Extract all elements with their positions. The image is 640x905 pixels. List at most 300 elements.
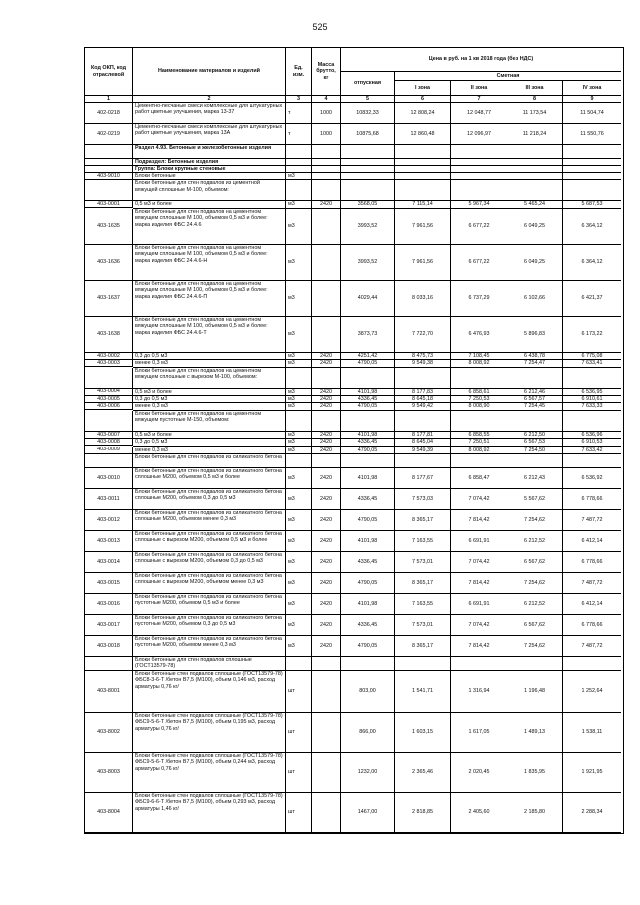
row-price-zone2 <box>451 411 507 432</box>
row-price-zone1: 8 645,18 <box>395 396 451 403</box>
row-mass: 1000 <box>312 103 341 124</box>
row-mass: 2420 <box>312 552 341 573</box>
section-empty-cell <box>451 145 507 159</box>
row-unit: м3 <box>286 245 312 281</box>
row-code: 403-0003 <box>85 360 133 367</box>
row-price-zone1: 9 549,38 <box>395 360 451 367</box>
row-name: 0,3 до 0,5 м3 <box>133 396 286 403</box>
row-mass: 2420 <box>312 432 341 439</box>
header-estimate: Сметная <box>395 72 621 81</box>
row-price-zone4: 6 910,61 <box>563 396 621 403</box>
row-price-release: 4790,05 <box>341 510 395 531</box>
row-code <box>85 368 133 389</box>
column-number: 9 <box>563 96 621 103</box>
section-code-cell <box>85 166 133 173</box>
row-unit: м3 <box>286 403 312 410</box>
section-empty-cell <box>507 159 563 166</box>
section-empty-cell <box>395 159 451 166</box>
row-name: Блоки бетонные для стен подвалов из силикатного бетона сплошные с вырезом М200, объемом 0,3 до 0,5 м3 <box>133 552 286 573</box>
row-price-release: 866,00 <box>341 713 395 753</box>
section-heading: Подраздел: Бетонные изделия <box>133 159 286 166</box>
row-name: 0,5 м3 и более <box>133 432 286 439</box>
row-mass: 2420 <box>312 396 341 403</box>
row-name: Блоки бетонные для стен подвалов из силикатного бетона пустотные М200, объемом 0,3 до 0,5 м3 <box>133 615 286 636</box>
row-price-zone2: 2 020,45 <box>451 753 507 793</box>
section-empty-cell <box>341 145 395 159</box>
section-empty-cell <box>395 145 451 159</box>
row-name: Блоки бетонные стен подвалов сплошные (ГОСТ13579-78) ФБС9-5-6-Т /бетон В7,5 (М100), объем 0,244 м3, расход арматуры 0,76 кг/ <box>133 753 286 793</box>
row-unit <box>286 454 312 468</box>
row-price-zone2: 7 108,45 <box>451 353 507 360</box>
row-price-zone4: 1 538,11 <box>563 713 621 753</box>
section-empty-cell <box>451 159 507 166</box>
row-unit <box>286 368 312 389</box>
row-price-zone4: 6 364,12 <box>563 245 621 281</box>
header-unit: Ед. изм. <box>286 48 312 96</box>
row-code <box>85 454 133 468</box>
header-release: отпускная <box>341 72 395 96</box>
row-price-release <box>341 657 395 671</box>
row-price-zone1: 8 177,67 <box>395 468 451 489</box>
row-price-zone3: 6 212,52 <box>507 531 563 552</box>
section-code-cell <box>85 145 133 159</box>
row-mass <box>312 180 341 201</box>
row-name: 0,3 до 0,5 м3 <box>133 353 286 360</box>
row-price-zone3: 2 185,80 <box>507 793 563 833</box>
row-code: 403-0014 <box>85 552 133 573</box>
row-name: Блоки бетонные для стен подвалов сплошные (ГОСТ13579-78) <box>133 657 286 671</box>
row-name: Блоки бетонные для стен подвалов из силикатного бетона сплошные с вырезом М200, объемом менее 0,3 м3 <box>133 573 286 594</box>
row-price-release: 1467,00 <box>341 793 395 833</box>
row-unit: м3 <box>286 439 312 446</box>
row-price-release <box>341 368 395 389</box>
row-price-zone3: 7 254,45 <box>507 403 563 410</box>
row-price-zone4: 6 421,37 <box>563 281 621 317</box>
row-name: Блоки бетонные для стен подвалов на цементном вяжущем сплошные М 100, объемом 0,5 м3 и более: марка изделия ФБС 24.4.6-П <box>133 281 286 317</box>
row-price-zone4: 11 504,74 <box>563 103 621 124</box>
row-mass: 2420 <box>312 573 341 594</box>
row-price-zone3: 6 049,25 <box>507 245 563 281</box>
row-mass: 2420 <box>312 201 341 208</box>
row-price-zone4: 6 173,22 <box>563 317 621 353</box>
row-price-zone1 <box>395 173 451 180</box>
row-unit: м3 <box>286 201 312 208</box>
row-price-zone4: 1 252,64 <box>563 671 621 713</box>
row-price-release: 10832,33 <box>341 103 395 124</box>
row-price-zone4: 6 910,53 <box>563 439 621 446</box>
column-number: 8 <box>507 96 563 103</box>
row-price-zone1: 8 177,81 <box>395 432 451 439</box>
row-price-zone3: 6 438,78 <box>507 353 563 360</box>
row-price-release: 4790,05 <box>341 360 395 367</box>
row-code: 403-1636 <box>85 245 133 281</box>
row-price-zone4: 6 775,08 <box>563 353 621 360</box>
row-unit: м3 <box>286 317 312 353</box>
row-price-zone3 <box>507 454 563 468</box>
row-price-zone2: 7 814,42 <box>451 636 507 657</box>
row-price-zone2: 6 858,61 <box>451 389 507 396</box>
row-name: Блоки бетонные стен подвалов сплошные (ГОСТ13579-78) ФБС9-5-6-Т /бетон В7,5 (М100), объем 0,195 м3, расход арматуры 0,76 кг/ <box>133 713 286 753</box>
row-name: менее 0,3 м3 <box>133 447 286 454</box>
row-price-release: 4336,45 <box>341 439 395 446</box>
column-number: 2 <box>133 96 286 103</box>
row-price-zone1: 9 549,39 <box>395 447 451 454</box>
row-price-zone2: 6 476,93 <box>451 317 507 353</box>
row-name: менее 0,3 м3 <box>133 360 286 367</box>
row-name: Блоки бетонные для стен подвалов из силикатного бетона <box>133 454 286 468</box>
row-price-zone3 <box>507 657 563 671</box>
row-unit <box>286 657 312 671</box>
row-name: Блоки бетонные для стен подвалов на цементном вяжущем сплошные М 100, объемом 0,5 м3 и более: марка изделия ФБС 24.4.6-Н <box>133 245 286 281</box>
row-price-zone4: 7 633,33 <box>563 403 621 410</box>
row-price-zone3: 1 835,95 <box>507 753 563 793</box>
row-price-zone4 <box>563 368 621 389</box>
row-mass: 2420 <box>312 510 341 531</box>
row-price-release: 4101,98 <box>341 531 395 552</box>
row-price-zone2: 7 814,42 <box>451 573 507 594</box>
row-mass <box>312 368 341 389</box>
row-code <box>85 657 133 671</box>
row-price-zone4: 6 536,95 <box>563 389 621 396</box>
row-name: Блоки бетонные для стен подвалов из силикатного бетона пустотные М200, объемом 0,5 м3 и более <box>133 594 286 615</box>
row-code: 403-0012 <box>85 510 133 531</box>
row-price-zone3: 6 212,50 <box>507 432 563 439</box>
row-name: Блоки бетонные для стен подвалов из силикатного бетона сплошные М200, объемом 0,5 м3 и более <box>133 468 286 489</box>
header-price: Цена в руб. на 1 кв 2018 года (без НДС) <box>341 48 621 72</box>
page-number: 525 <box>312 22 328 32</box>
row-price-zone1: 2 818,85 <box>395 793 451 833</box>
row-price-zone2: 6 737,29 <box>451 281 507 317</box>
row-code: 403-8003 <box>85 753 133 793</box>
row-price-zone4: 6 778,66 <box>563 552 621 573</box>
row-code: 402-0219 <box>85 124 133 145</box>
section-empty-cell <box>286 166 312 173</box>
row-price-zone3: 6 212,46 <box>507 389 563 396</box>
section-empty-cell <box>451 166 507 173</box>
row-price-zone2 <box>451 368 507 389</box>
row-code: 403-0001 <box>85 201 133 208</box>
row-mass <box>312 753 341 793</box>
row-price-zone2: 6 677,22 <box>451 209 507 245</box>
column-number: 6 <box>395 96 451 103</box>
header-zone3: III зона <box>507 81 563 96</box>
row-unit: шт <box>286 753 312 793</box>
row-mass <box>312 317 341 353</box>
row-code: 403-0017 <box>85 615 133 636</box>
row-mass <box>312 411 341 432</box>
row-price-zone3 <box>507 173 563 180</box>
row-name: 0,5 м3 и более <box>133 389 286 396</box>
row-code: 403-0004 <box>85 389 133 396</box>
row-price-zone2: 8 008,92 <box>451 360 507 367</box>
row-mass <box>312 657 341 671</box>
row-unit: т <box>286 103 312 124</box>
row-price-zone1 <box>395 411 451 432</box>
row-mass <box>312 209 341 245</box>
row-price-release: 3568,05 <box>341 201 395 208</box>
row-price-zone4: 2 288,34 <box>563 793 621 833</box>
row-mass: 2420 <box>312 489 341 510</box>
row-price-zone3: 5 465,24 <box>507 201 563 208</box>
row-unit: шт <box>286 793 312 833</box>
row-price-zone1: 8 033,16 <box>395 281 451 317</box>
row-name: Блоки бетонные для стен подвалов на цементном вяжущем сплошные М 100, объемом 0,5 м3 и более: марка изделия ФБС 24.4.6 <box>133 209 286 245</box>
row-name: Блоки бетонные для стен подвалов из цементной вяжущей сплошные М-100, объемом: <box>133 180 286 201</box>
row-price-release <box>341 411 395 432</box>
row-price-zone4: 7 633,42 <box>563 447 621 454</box>
row-name: Блоки бетонные стен подвалов сплошные (ГОСТ13579-78) ФБС9-6-6-Т /бетон В7,5 (М100), объем 0,293 м3, расход арматуры 1,46 кг/ <box>133 793 286 833</box>
row-price-release: 4336,45 <box>341 552 395 573</box>
row-price-zone3: 7 254,47 <box>507 360 563 367</box>
row-price-zone3: 5 567,62 <box>507 489 563 510</box>
row-price-zone4: 7 487,72 <box>563 573 621 594</box>
row-unit: м3 <box>286 173 312 180</box>
row-price-release: 4101,98 <box>341 594 395 615</box>
header-zone1: I зона <box>395 81 451 96</box>
row-unit: м3 <box>286 209 312 245</box>
row-unit: м3 <box>286 615 312 636</box>
section-empty-cell <box>563 166 621 173</box>
header-mass: Масса брутто, кг <box>312 48 341 96</box>
row-price-release: 4336,45 <box>341 615 395 636</box>
row-price-zone2: 7 074,42 <box>451 552 507 573</box>
row-price-zone3: 6 567,57 <box>507 396 563 403</box>
section-empty-cell <box>341 159 395 166</box>
section-empty-cell <box>286 159 312 166</box>
section-empty-cell <box>286 145 312 159</box>
row-price-zone1: 7 961,56 <box>395 209 451 245</box>
row-price-zone4 <box>563 173 621 180</box>
row-code: 403-0009 <box>85 447 133 454</box>
row-mass: 2420 <box>312 447 341 454</box>
row-code: 402-0218 <box>85 103 133 124</box>
row-price-zone1 <box>395 180 451 201</box>
row-price-zone2 <box>451 180 507 201</box>
row-price-zone3: 6 212,43 <box>507 468 563 489</box>
row-price-zone1: 8 365,17 <box>395 510 451 531</box>
row-price-zone1: 1 541,71 <box>395 671 451 713</box>
row-price-zone2 <box>451 454 507 468</box>
row-unit: м3 <box>286 636 312 657</box>
row-price-release: 4101,98 <box>341 432 395 439</box>
row-price-zone1: 9 549,42 <box>395 403 451 410</box>
row-price-release: 4251,42 <box>341 353 395 360</box>
row-name: менее 0,3 м3 <box>133 403 286 410</box>
row-code: 403-1638 <box>85 317 133 353</box>
row-price-zone3: 6 567,53 <box>507 439 563 446</box>
row-price-release: 4790,05 <box>341 573 395 594</box>
row-code <box>85 411 133 432</box>
row-price-release: 4790,05 <box>341 447 395 454</box>
row-price-zone2: 6 858,47 <box>451 468 507 489</box>
section-heading: Группа: Блоки крупные стеновые <box>133 166 286 173</box>
row-price-zone1 <box>395 368 451 389</box>
row-price-zone2: 6 677,22 <box>451 245 507 281</box>
row-price-release: 10875,68 <box>341 124 395 145</box>
row-price-release: 4336,45 <box>341 489 395 510</box>
row-price-zone4: 6 778,66 <box>563 615 621 636</box>
column-number: 7 <box>451 96 507 103</box>
row-price-release: 4029,44 <box>341 281 395 317</box>
row-code: 403-9010 <box>85 173 133 180</box>
row-price-release: 4101,98 <box>341 468 395 489</box>
row-price-zone3: 7 254,62 <box>507 636 563 657</box>
row-price-zone3: 6 567,62 <box>507 615 563 636</box>
row-name: Блоки бетонные для стен подвалов на цементном вяжущем сплошные М 100, объемом 0,5 м3 и более: марка изделия ФБС 24.4.6-Т <box>133 317 286 353</box>
column-number: 1 <box>85 96 133 103</box>
row-unit: шт <box>286 671 312 713</box>
row-price-release <box>341 180 395 201</box>
row-price-zone3: 7 254,62 <box>507 573 563 594</box>
row-mass: 2420 <box>312 468 341 489</box>
row-price-zone3: 7 254,62 <box>507 510 563 531</box>
row-code: 403-0018 <box>85 636 133 657</box>
row-price-zone2: 1 617,05 <box>451 713 507 753</box>
row-unit <box>286 411 312 432</box>
section-empty-cell <box>507 145 563 159</box>
row-price-release: 4790,05 <box>341 403 395 410</box>
row-price-zone2: 12 096,97 <box>451 124 507 145</box>
row-name: Блоки бетонные <box>133 173 286 180</box>
row-price-zone2 <box>451 657 507 671</box>
row-price-zone1: 8 645,04 <box>395 439 451 446</box>
row-code: 403-0002 <box>85 353 133 360</box>
section-empty-cell <box>341 166 395 173</box>
row-mass <box>312 281 341 317</box>
row-mass: 2420 <box>312 353 341 360</box>
row-unit: м3 <box>286 468 312 489</box>
row-price-release: 1232,00 <box>341 753 395 793</box>
row-unit: м3 <box>286 396 312 403</box>
row-price-zone2: 6 858,55 <box>451 432 507 439</box>
row-unit: м3 <box>286 353 312 360</box>
section-empty-cell <box>563 159 621 166</box>
row-price-zone2: 7 250,51 <box>451 439 507 446</box>
row-mass <box>312 713 341 753</box>
row-mass: 1000 <box>312 124 341 145</box>
row-name: Цементно-песчаные смеси комплексные для штукатурных работ цветные улучшения, марка 13-37 <box>133 103 286 124</box>
row-mass <box>312 173 341 180</box>
row-price-zone3: 7 254,50 <box>507 447 563 454</box>
row-name: Блоки бетонные стен подвалов сплошные (ГОСТ13579-78) ФБС8-3-6-Т /бетон В7,5 (М100), объем 0,146 м3, расход арматуры 0,76 кг/ <box>133 671 286 713</box>
row-mass: 2420 <box>312 403 341 410</box>
row-price-zone2: 6 691,91 <box>451 594 507 615</box>
row-price-zone1: 7 163,55 <box>395 531 451 552</box>
row-price-zone3 <box>507 411 563 432</box>
row-price-release: 4101,98 <box>341 389 395 396</box>
row-unit: м3 <box>286 594 312 615</box>
section-empty-cell <box>563 145 621 159</box>
section-empty-cell <box>312 159 341 166</box>
row-code: 403-0013 <box>85 531 133 552</box>
row-price-zone4: 6 536,92 <box>563 468 621 489</box>
row-price-zone3 <box>507 180 563 201</box>
row-unit: м3 <box>286 531 312 552</box>
row-price-zone3: 6 049,25 <box>507 209 563 245</box>
row-unit: м3 <box>286 573 312 594</box>
row-price-zone3: 6 567,62 <box>507 552 563 573</box>
row-mass: 2420 <box>312 636 341 657</box>
row-price-zone2: 5 967,34 <box>451 201 507 208</box>
row-unit: м3 <box>286 389 312 396</box>
row-price-zone2: 8 008,90 <box>451 403 507 410</box>
row-name: 0,3 до 0,5 м3 <box>133 439 286 446</box>
section-empty-cell <box>507 166 563 173</box>
row-code: 403-0010 <box>85 468 133 489</box>
row-code: 403-0008 <box>85 439 133 446</box>
row-name: Блоки бетонные для стен подвалов из силикатного бетона пустотные М200, объемом менее 0,3 м3 <box>133 636 286 657</box>
row-mass <box>312 793 341 833</box>
row-price-zone2: 1 316,94 <box>451 671 507 713</box>
row-price-zone1: 7 115,14 <box>395 201 451 208</box>
row-code: 403-8002 <box>85 713 133 753</box>
row-code <box>85 180 133 201</box>
row-price-zone4: 7 487,72 <box>563 636 621 657</box>
row-mass: 2420 <box>312 360 341 367</box>
row-mass <box>312 454 341 468</box>
row-price-zone4: 7 633,41 <box>563 360 621 367</box>
row-price-zone1: 8 365,17 <box>395 573 451 594</box>
row-price-zone2: 7 250,53 <box>451 396 507 403</box>
row-price-zone3: 6 212,52 <box>507 594 563 615</box>
row-price-zone2: 7 814,42 <box>451 510 507 531</box>
row-unit: м3 <box>286 281 312 317</box>
row-unit: м3 <box>286 447 312 454</box>
row-unit: шт <box>286 713 312 753</box>
row-unit: т <box>286 124 312 145</box>
column-number: 4 <box>312 96 341 103</box>
row-price-zone4: 11 550,76 <box>563 124 621 145</box>
row-name: Блоки бетонные для стен подвалов из силикатного бетона сплошные М200, объемом менее 0,3 м3 <box>133 510 286 531</box>
row-price-zone1: 7 573,03 <box>395 489 451 510</box>
header-zone4: IV зона <box>563 81 621 96</box>
row-price-zone4 <box>563 657 621 671</box>
row-name: 0,5 м3 и более <box>133 201 286 208</box>
row-mass <box>312 245 341 281</box>
row-price-zone1: 8 177,83 <box>395 389 451 396</box>
row-price-zone4: 6 364,12 <box>563 209 621 245</box>
row-code: 403-0007 <box>85 432 133 439</box>
row-price-release: 3993,52 <box>341 209 395 245</box>
row-price-zone2: 12 048,77 <box>451 103 507 124</box>
row-price-zone2: 2 405,60 <box>451 793 507 833</box>
row-price-zone4: 7 487,72 <box>563 510 621 531</box>
row-price-zone1: 7 573,01 <box>395 615 451 636</box>
row-price-zone3 <box>507 368 563 389</box>
row-code: 403-1635 <box>85 209 133 245</box>
row-price-zone1: 7 961,56 <box>395 245 451 281</box>
row-price-zone2: 6 691,91 <box>451 531 507 552</box>
row-price-zone4: 6 412,14 <box>563 531 621 552</box>
row-price-zone4 <box>563 454 621 468</box>
row-price-zone1 <box>395 454 451 468</box>
row-code: 403-8004 <box>85 793 133 833</box>
column-number: 5 <box>341 96 395 103</box>
row-price-zone4: 5 687,53 <box>563 201 621 208</box>
row-price-zone3: 11 218,24 <box>507 124 563 145</box>
row-code: 403-0015 <box>85 573 133 594</box>
row-price-release <box>341 173 395 180</box>
row-price-zone2: 8 008,92 <box>451 447 507 454</box>
section-empty-cell <box>312 166 341 173</box>
row-code: 403-0005 <box>85 396 133 403</box>
row-price-zone1: 8 365,17 <box>395 636 451 657</box>
row-price-zone4: 6 412,14 <box>563 594 621 615</box>
row-price-zone1: 1 603,15 <box>395 713 451 753</box>
row-price-zone4 <box>563 180 621 201</box>
row-mass <box>312 671 341 713</box>
section-empty-cell <box>395 166 451 173</box>
